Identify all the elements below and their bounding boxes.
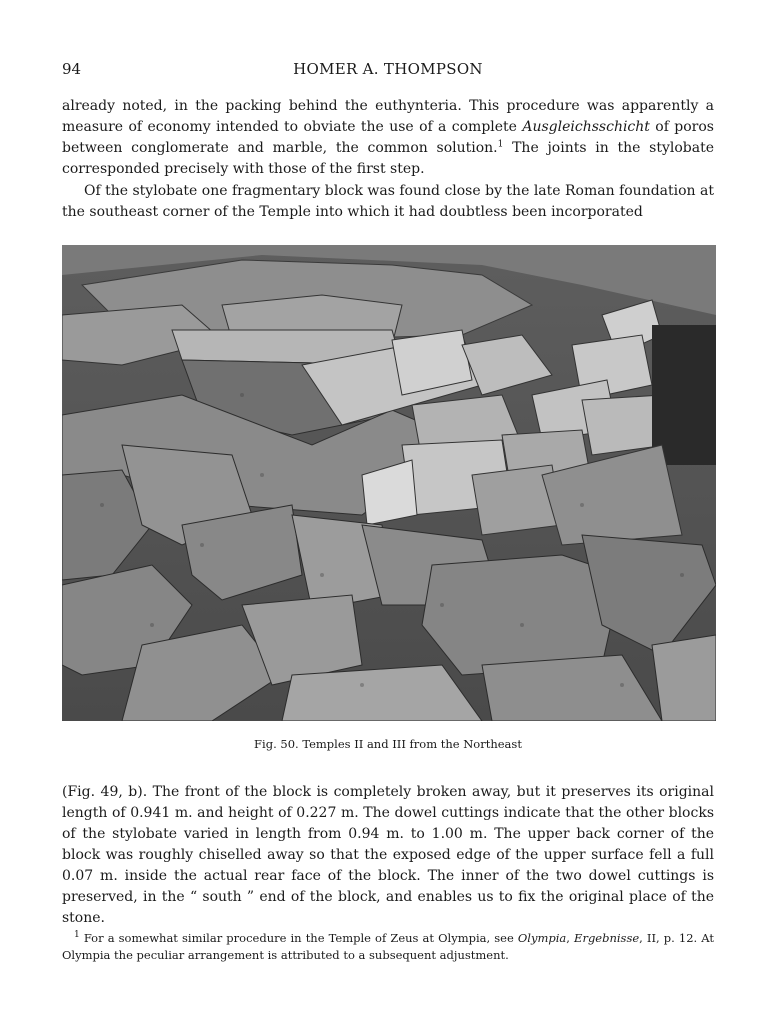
figure-photo — [62, 245, 716, 721]
footnote-sep: , — [566, 931, 575, 945]
footnote-text-a: For a somewhat similar procedure in the Temple of Zeus at Olympia, see — [79, 931, 518, 945]
footnote-text-b: , II, p. 12. At Olympia the peculiar arrangement is attributed to a subsequent adjustment. — [62, 931, 714, 962]
figure-caption: Fig. 50. Temples II and III from the Northeast — [254, 737, 522, 751]
paragraph-1-text-b: of poros between conglomerate and marble, the common solution. — [62, 119, 714, 156]
footnote — [62, 930, 714, 964]
footnote-italic-b: Ergebnisse — [574, 931, 640, 945]
footnote-reference[interactable]: 1 — [497, 139, 504, 150]
paragraph-3: (Fig. 49, b). The front of the block is completely broken away, but it preserves its original length of 0.941 m. and height of 0.227 m. The dowel cuttings indicate that the other blocks of the stylobate varied in length from 0.94 m. to 1.00 m. The upper back corner of the block was roughly chiselled away so that the exposed edge of the upper surface fell a full 0.07 m. inside the actual rear face of the block. The inner of the two dowel cuttings is preserved, in the “ south ” end of the block, and enables us to fix the original place of the stone. — [62, 784, 714, 926]
footnote-italic-a: Olympia — [517, 931, 567, 945]
excavation-photo-illustration — [62, 245, 716, 721]
paragraph-1-text-c: The joints in the stylobate corresponded precisely with those of the first step. — [62, 140, 714, 177]
paragraph-2: Of the stylobate one fragmentary block was found close by the late Roman foundation at the southeast corner of the Temple into which it had doubtless been incorporated — [62, 183, 714, 220]
running-head: HOMER A. THOMPSON — [293, 60, 483, 78]
paragraph-1-italic: Ausgleichsschicht — [522, 119, 650, 135]
page-number: 94 — [62, 60, 82, 78]
paragraph-1 — [62, 96, 714, 180]
paragraph-1-text-a: already noted, in the packing behind the euthynteria. This procedure was apparently a measure of economy intended to obviate the use of a complete — [62, 98, 714, 135]
footnote-marker: 1 — [74, 930, 80, 941]
page-header — [62, 60, 714, 82]
